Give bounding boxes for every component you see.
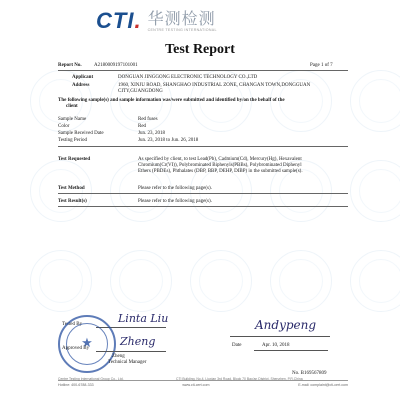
certificate-number: No. B169567809	[292, 371, 327, 376]
test-requested-line-3: Ethers (PBDEs), Phthalates (DBP, BBP, DEHP, DIBP) in the submitted sample(s).	[138, 169, 303, 174]
footer	[58, 383, 348, 387]
tested-by-label: Tested By	[62, 322, 83, 327]
test-requested-line-1: As specified by client, to test Lead(Pb), Cadmium(Cd), Mercury(Hg), Hexavalent	[138, 157, 302, 162]
footer-hotline: Hotline: 400-6788-333	[58, 383, 94, 387]
authorized-signature: Andypeng	[255, 318, 317, 332]
test-method-value: Please refer to the following page(s).	[138, 186, 212, 191]
color-label: Color	[58, 124, 70, 129]
divider	[58, 146, 348, 147]
page-indicator: Page 1 of 7	[310, 63, 333, 68]
test-requested-line-2: Chromium(Cr(VI)), Polybrominated Biphenyls(PBBs), Polybrominated Diphenyl	[138, 163, 302, 168]
applicant-label: Applicant	[72, 75, 94, 80]
intro-line-2: client	[66, 104, 78, 109]
approver-name: Zheng	[112, 354, 125, 359]
approved-by-signature: Zheng	[120, 335, 156, 348]
applicant-value: DONGUAN JINGGONG ELECTRONIC TECHNOLOGY CO.,LTD	[118, 75, 258, 80]
divider	[58, 206, 348, 207]
divider	[58, 193, 348, 194]
test-results-value: Please refer to the following page(s).	[138, 199, 212, 204]
address-line-1: 1960, XINJU ROAD, SHANGHAO INDUSTRIAL ZONE, CHANGAN TOWN,DONGGUAN	[118, 83, 311, 88]
report-title: Test Report	[165, 42, 235, 57]
tested-by-signature: Linta Liu	[118, 312, 169, 325]
received-date-value: Jun. 23, 2018	[138, 131, 165, 136]
watermark-seal	[350, 70, 400, 132]
divider	[58, 70, 348, 71]
test-results-label: Test Result(s)	[58, 199, 87, 204]
sample-name-label: Sample Name	[58, 117, 87, 122]
watermark-seal	[270, 250, 332, 312]
logo-cti-mark: CTI.	[96, 8, 142, 33]
company-logo	[96, 10, 217, 32]
watermark-seal	[190, 250, 252, 312]
address-label: Address	[72, 83, 90, 88]
logo-chinese-name: 华测检测	[147, 9, 216, 28]
signature-line	[96, 351, 166, 352]
footer-building: CTI Building, No.4, Liuxian 3rd Road, Block 70 Bao'an District, Shenzhen, P.R.China	[176, 377, 303, 381]
watermark-seal	[350, 250, 400, 312]
footer-email[interactable]: E-mail: complaint@cti-cert.com	[298, 383, 348, 387]
address-line-2: CITY,GUANGDONG	[118, 89, 163, 94]
footer-website[interactable]: www.cti-cert.com	[182, 383, 210, 387]
watermark-seal	[350, 160, 400, 222]
testing-period-value: Jun. 23, 2018 to Jun. 26, 2018	[138, 138, 199, 143]
date-line	[254, 350, 328, 351]
watermark-seal	[30, 250, 92, 312]
logo-english-name: CENTRE TESTING INTERNATIONAL	[147, 28, 217, 32]
testing-period-label: Testing Period	[58, 138, 87, 143]
report-no-value: A2180009197101001	[94, 63, 138, 68]
color-value: Red	[138, 124, 147, 129]
received-date-label: Sample Received Date	[58, 131, 104, 136]
approved-by-label: Approved By	[62, 346, 90, 351]
approver-title: Technical Manager	[108, 360, 147, 365]
test-requested-label: Test Requested	[58, 157, 91, 162]
intro-line-1: The following sample(s) and sample information was/were submitted and identified by/on the behalf of the	[58, 98, 285, 103]
sample-name-value: Red fuses	[138, 117, 158, 122]
seal-star-icon: ★	[81, 336, 93, 351]
footer-company: Centre Testing International Group Co., Ltd.	[58, 377, 124, 381]
date-value: Apr. 10, 2018	[262, 343, 290, 348]
date-label: Date	[232, 343, 242, 348]
signature-line	[230, 336, 330, 337]
report-no-label: Report No.	[58, 63, 82, 68]
watermark-seal	[110, 250, 172, 312]
test-method-label: Test Method	[58, 186, 85, 191]
